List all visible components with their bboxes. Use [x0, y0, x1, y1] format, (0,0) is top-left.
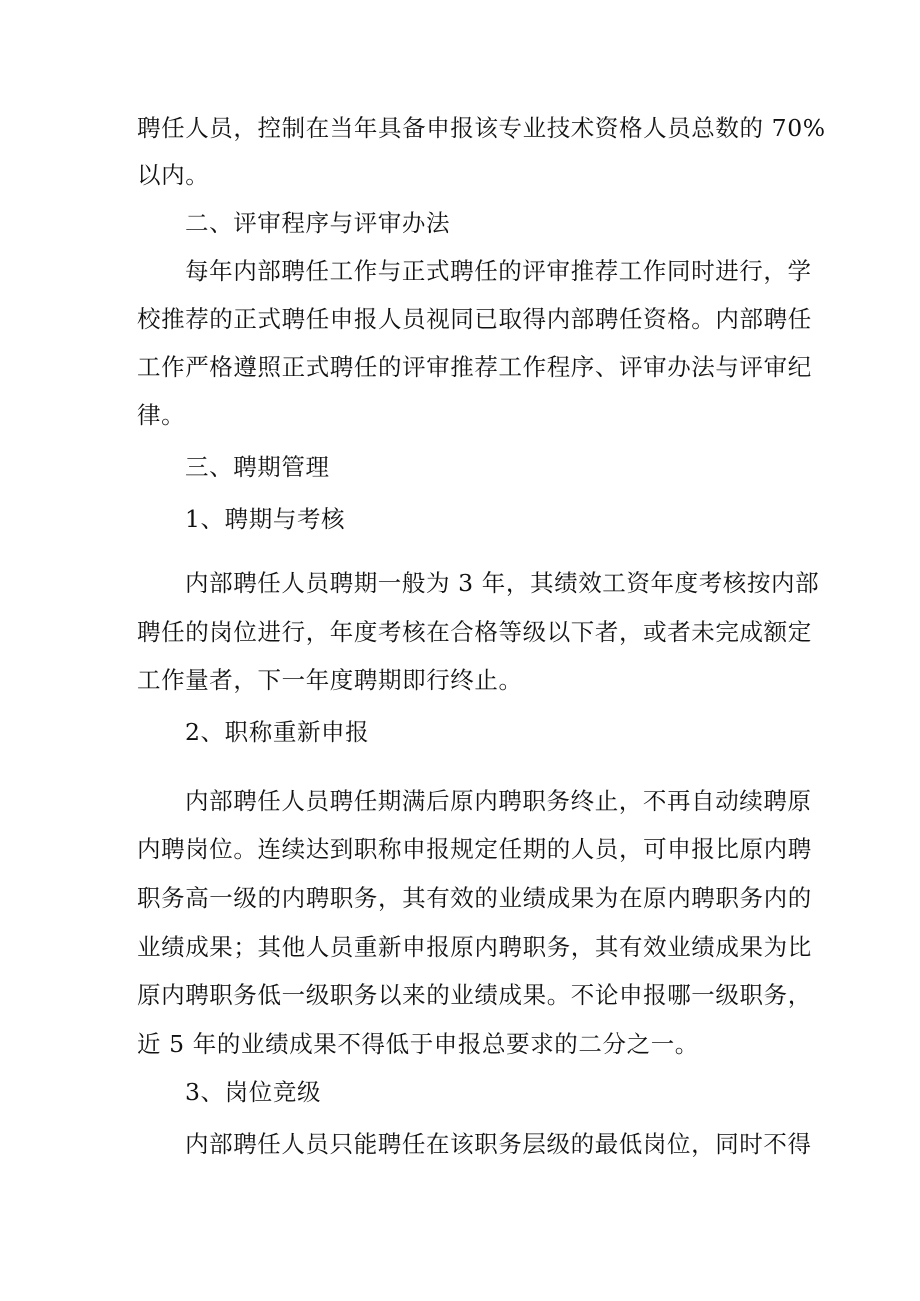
paragraph-line: 业绩成果；其他人员重新申报原内聘职务，其有效业绩成果为比 [137, 933, 812, 961]
paragraph-line: 工作量者，下一年度聘期即行终止。 [137, 666, 523, 694]
paragraph-line: 以内。 [137, 161, 210, 189]
section-heading: 二、评审程序与评审办法 [185, 209, 451, 237]
paragraph-line: 聘任人员，控制在当年具备申报该专业技术资格人员总数的 70% [137, 114, 826, 142]
paragraph-line: 内聘岗位。连续达到职称申报规定任期的人员，可申报比原内聘 [137, 835, 812, 863]
section-heading: 三、聘期管理 [185, 453, 330, 481]
paragraph-line: 职务高一级的内聘职务，其有效的业绩成果为在原内聘职务内的 [137, 884, 812, 912]
paragraph-line: 原内聘职务低一级职务以来的业绩成果。不论申报哪一级职务， [137, 981, 812, 1009]
paragraph-line: 校推荐的正式聘任申报人员视同已取得内部聘任资格。内部聘任 [137, 305, 812, 333]
subsection-heading: 3、岗位竞级 [185, 1078, 322, 1106]
paragraph-line: 工作严格遵照正式聘任的评审推荐工作程序、评审办法与评审纪 [137, 353, 812, 381]
paragraph-line: 内部聘任人员聘期一般为 3 年，其绩效工资年度考核按内部 [185, 569, 820, 597]
paragraph-line: 聘任的岗位进行，年度考核在合格等级以下者，或者未完成额定 [137, 618, 812, 646]
paragraph-line: 每年内部聘任工作与正式聘任的评审推荐工作同时进行，学 [185, 257, 812, 285]
subsection-heading: 2、职称重新申报 [185, 718, 370, 746]
paragraph-line: 近 5 年的业绩成果不得低于申报总要求的二分之一。 [137, 1030, 699, 1058]
paragraph-line: 内部聘任人员只能聘任在该职务层级的最低岗位，同时不得 [185, 1130, 812, 1158]
paragraph-line: 律。 [137, 401, 186, 429]
paragraph-line: 内部聘任人员聘任期满后原内聘职务终止，不再自动续聘原 [185, 787, 812, 815]
subsection-heading: 1、聘期与考核 [185, 505, 346, 533]
